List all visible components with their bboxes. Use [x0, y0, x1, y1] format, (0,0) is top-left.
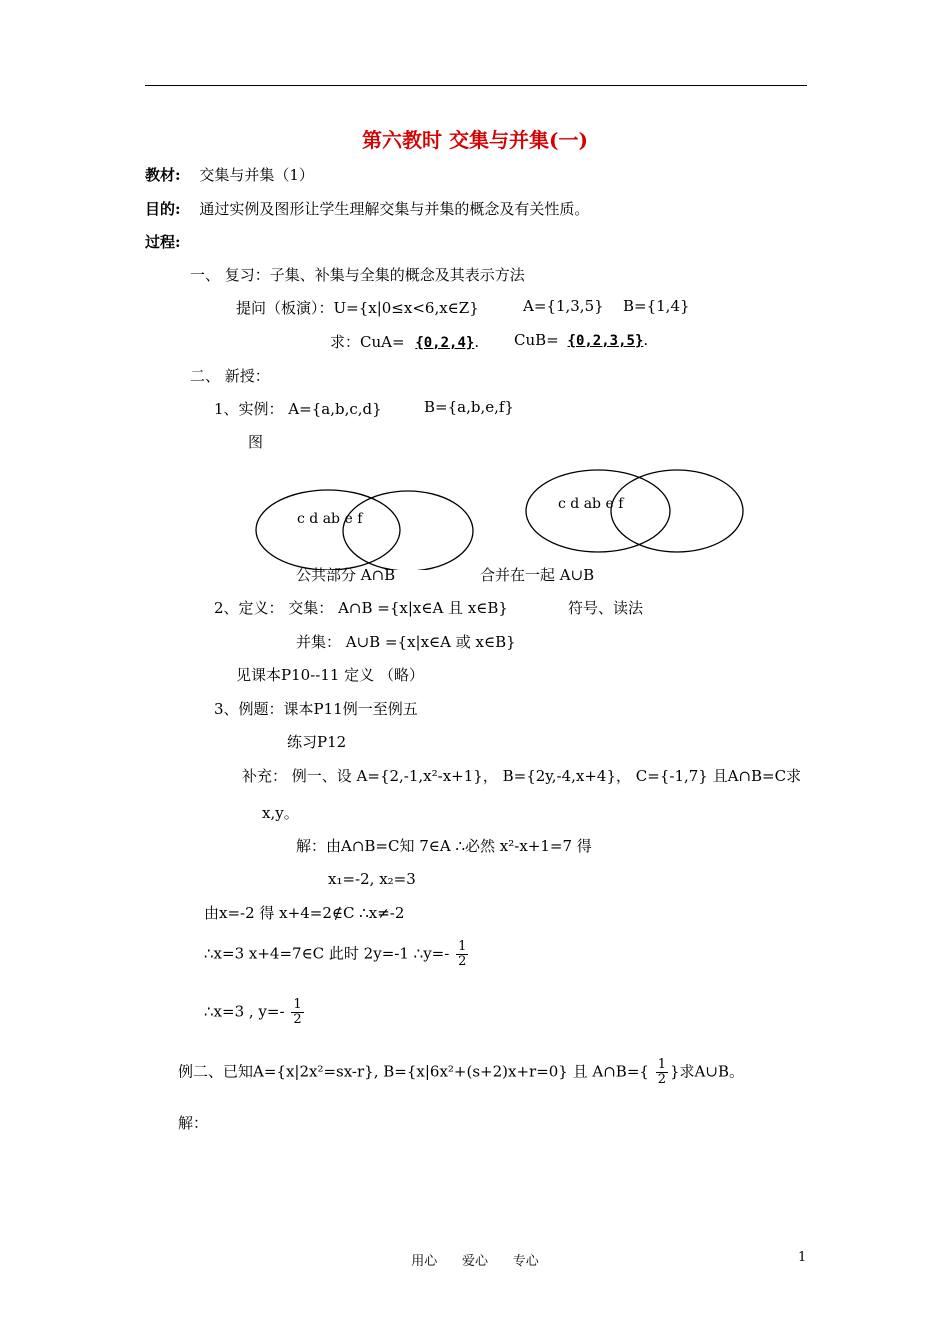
caption-union: 合并在一起 A∪B [480, 566, 595, 584]
fraction-denominator: 2 [458, 954, 467, 969]
material-value: 交集与并集（1） [199, 166, 314, 184]
textbook-reference: 见课本P10--11 定义 （略） [236, 666, 424, 684]
venn-right-label: c d ab e f [558, 496, 624, 512]
examples-label: 3、例题：课本P11例一至例五 [214, 700, 418, 718]
fraction-denominator: 2 [293, 1012, 302, 1027]
fraction-half [456, 940, 468, 969]
review-set-b: B={1,4} [623, 297, 690, 315]
fraction-numerator: 1 [657, 1057, 666, 1072]
review-ask: 求：CuA= {0,2,4}. [330, 333, 480, 351]
goal-label: 目的: [145, 200, 181, 218]
new-heading: 二、 新授： [190, 367, 270, 385]
solution-step1: 解：由A∩B=C知 7∈A ∴必然 x²-x+1=7 得 [296, 837, 592, 855]
symbol-note: 符号、读法 [568, 599, 644, 617]
cua-label: 求：CuA= [330, 333, 405, 351]
solution-step2: 由x=-2 得 x+4=2∉C ∴x≠-2 [204, 904, 405, 922]
fraction-half [656, 1058, 668, 1087]
supplement-line1: 补充： 例一、设 A={2,-1,x²-x+1}， B={2y,-4,x+4}， C={-1,7} 且A∩B=C求 [242, 767, 802, 785]
solution-step3 [204, 940, 470, 969]
goal-value: 通过实例及图形让学生理解交集与并集的概念及有关性质。 [199, 200, 590, 218]
venn-diagrams [0, 460, 950, 570]
solution-roots: x₁=-2, x₂=3 [328, 870, 416, 888]
venn-left-set-a [256, 490, 400, 570]
fraction-numerator: 1 [293, 997, 302, 1012]
fraction-half [291, 998, 303, 1027]
example1-b: B={a,b,e,f} [424, 398, 514, 416]
solution-step3-text: ∴x=3 x+4=7∈C 此时 2y=-1 ∴y=- [204, 944, 450, 963]
cub-answer: {0,2,3,5} [567, 333, 644, 349]
review-cub: CuB= {0,2,3,5}. [514, 331, 649, 349]
venn-left-set-b [343, 491, 473, 570]
example2-tail: }求A∪B。 [670, 1062, 744, 1081]
definition-intersection: 2、定义： 交集： A∩B ={x|x∈A 且 x∈B} [214, 599, 508, 617]
supplement-line2: x,y。 [262, 804, 299, 822]
process-label: 过程: [145, 233, 181, 251]
caption-intersection: 公共部分 A∩B [296, 566, 396, 584]
material-line [145, 164, 314, 185]
footer-center: 用心 爱心 专心 [411, 1254, 539, 1269]
example2-solution: 解： [178, 1114, 209, 1132]
solution-final [204, 998, 306, 1027]
review-set-a: A={1,3,5} [523, 297, 604, 315]
venn-left-label: c d ab e f [297, 511, 363, 527]
fraction-denominator: 2 [657, 1072, 666, 1087]
header-rule [145, 85, 807, 86]
material-label: 教材: [145, 166, 181, 184]
practice-label: 练习P12 [287, 733, 347, 751]
example2-line [178, 1058, 744, 1087]
page-number: 1 [798, 1250, 807, 1265]
review-heading: 一、 复习：子集、补集与全集的概念及其表示方法 [190, 266, 525, 284]
cua-answer: {0,2,4} [415, 335, 475, 351]
example1-a: 1、实例： A={a,b,c,d} [214, 400, 382, 418]
definition-union: 并集： A∪B ={x|x∈A 或 x∈B} [296, 633, 516, 651]
example2-text: 例二、已知A={x|2x²=sx-r}, B={x|6x²+(s+2)x+r=0} 且 A∩B={ [178, 1062, 649, 1081]
venn-right-set-b [611, 470, 743, 552]
page-title: 第六教时 交集与并集(一) [362, 128, 588, 152]
review-question: 提问（板演）：U={x|0≤x<6,x∈Z} [236, 299, 479, 317]
solution-final-text: ∴x=3 , y=- [204, 1002, 285, 1021]
goal-line [145, 198, 589, 219]
figure-label: 图 [248, 433, 264, 451]
cub-label: CuB= [514, 331, 559, 349]
fraction-numerator: 1 [458, 939, 467, 954]
